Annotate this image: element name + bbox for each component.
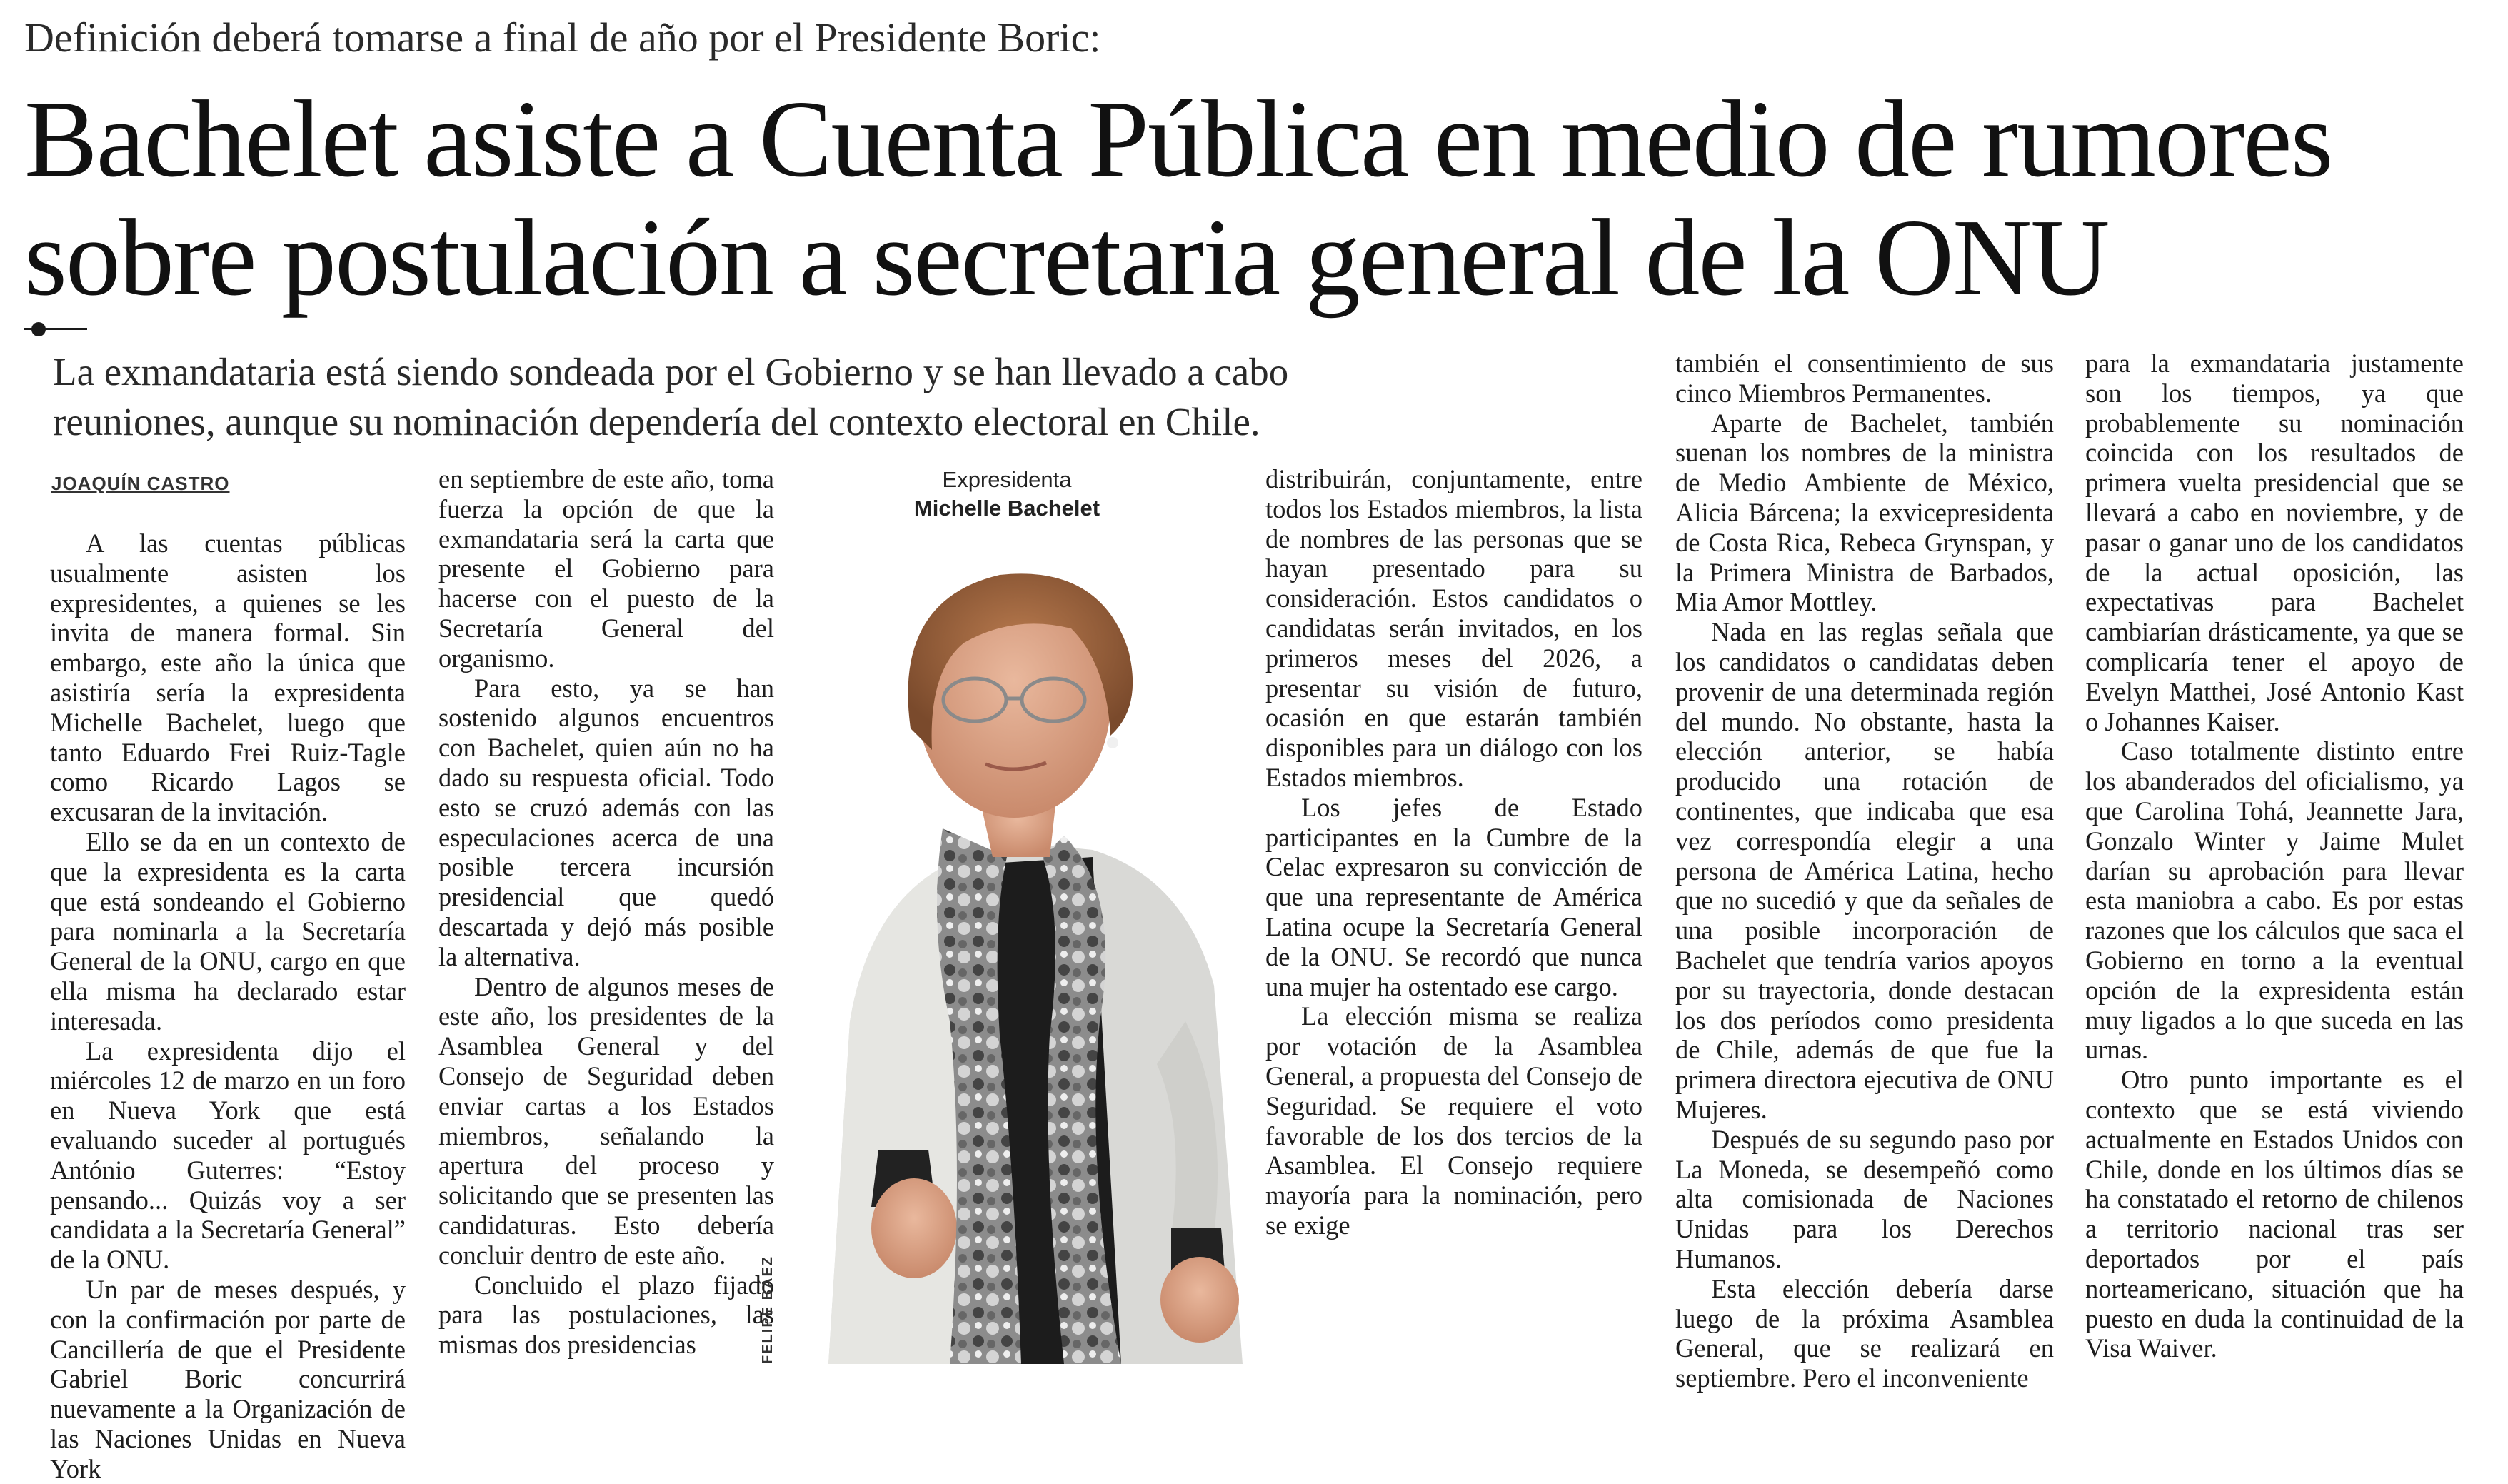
paragraph: en septiembre de este año, toma fuerza la opción de que la exmandataria será la carta que presente el Gobierno para hacerse con el puesto de la Secretaría General del organismo. (438, 464, 774, 673)
paragraph: Otro punto importante es el contexto que se está viviendo actualmente en Estados Unidos con Chile, donde en los últimos días se ha constatado el retorno de chilenos a territorio nacional tras ser deportados por el país norteamericano, situación que ha puesto en duda la continuidad de la Visa Waiver. (2085, 1065, 2464, 1363)
deck-line-1: La exmandataria está siendo sondeada por el Gobierno y se han llevado a cabo (53, 350, 1289, 393)
kicker: Definición deberá tomarse a final de año por el Presidente Boric: (24, 14, 1101, 61)
deck-line-2: reuniones, aunque su nominación dependería del contexto electoral en Chile. (53, 400, 1260, 443)
paragraph: para la exmandataria justamente son los tiempos, ya que probablemente su nominación coincida con los resultados de primera vuelta presidencial que se llevará a cabo en noviembre, y de pasar o ganar uno de los candidatos de la actual oposición, las expectativas para Bachelet cambiarían drásticamente, ya que se complicaría tener el apoyo de Evelyn Matthei, José Antonio Kast o Johannes Kaiser. (2085, 349, 2464, 736)
deck-bullet-icon (24, 327, 87, 331)
photo-caption (864, 466, 1150, 523)
paragraph: A las cuentas públicas usualmente asisten los expresidentes, a quienes se les invita de manera formal. Sin embargo, este año la única que asistiría sería la expresidenta Michelle Bachelet, luego que tanto Eduardo Frei Ruiz-Tagle como Ricardo Lagos se excusaran de la invitación. (50, 528, 406, 827)
caption-name: Michelle Bachelet (913, 496, 1100, 521)
paragraph: Caso totalmente distinto entre los abanderados del oficialismo, ya que Carolina Tohá, Jeannette Jara, Gonzalo Winter y Jaime Mulet darían su aprobación para llevar esta maniobra a cabo. Es por estas razones que los cálculos que saca el Gobierno en torno a la eventual opción de la expresidenta están muy ligados a lo que suceda en las urnas. (2085, 736, 2464, 1065)
paragraph: Ello se da en un contexto de que la expresidenta es la carta que está sondeando el Gobierno para nominarla a la Secretaría General de la ONU, cargo en que ella misma ha declarado estar interesada. (50, 826, 406, 1036)
article-column-2 (438, 464, 774, 1360)
paragraph: Los jefes de Estado participantes en la Cumbre de la Celac expresaron su convicción de que una representante de América Latina ocupe la Secretaría General de la ONU. Se recordó que nunca una mujer ha ostentado ese cargo. (1265, 792, 1642, 1001)
paragraph: Concluido el plazo fijado para las postulaciones, las mismas dos presidencias (438, 1270, 774, 1360)
paragraph: Para esto, ya se han sostenido algunos encuentros con Bachelet, quien aún no ha dado su respuesta oficial. Todo esto se cruzó además con las especulaciones acerca de una posible tercera incursión presidencial que quedó descartada y dejó más posible la alternativa. (438, 673, 774, 971)
paragraph: Después de su segundo paso por La Moneda, se desempeñó como alta comisionada de Naciones Unidas para los Derechos Humanos. (1675, 1124, 2054, 1273)
photo-credit: FELIPE BÁEZ (760, 1255, 776, 1364)
deck (53, 347, 1652, 447)
paragraph: Nada en las reglas señala que los candidatos o candidatas deben provenir de una determinada región del mundo. No obstante, hasta la elección anterior, se había producido una rotación de continentes, que indicaba que esa vez correspondía elegir a una persona de América Latina, hecho que no sucedió y que da señales de una posible incorporación de Bachelet que tendría varios apoyos por su trayectoria, donde destacan los dos períodos como presidenta de Chile, además de que fue la primera directora ejecutiva de ONU Mujeres. (1675, 617, 2054, 1124)
caption-title: Expresidenta (942, 467, 1072, 492)
article-column-4 (1675, 349, 2054, 1393)
paragraph: también el consentimiento de sus cinco Miembros Permanentes. (1675, 349, 2054, 408)
paragraph: Aparte de Bachelet, también suenan los nombres de la ministra de Medio Ambiente de México, Alicia Bárcena; la exvicepresidenta de Costa Rica, Rebeca Grynspan, y la Primera Ministra de Barbados, Mia Amor Mottley. (1675, 408, 2054, 617)
paragraph: La elección misma se realiza por votación de la Asamblea General, a propuesta del Consejo de Seguridad. Se requiere el voto favorable de los dos tercios de la Asamblea. El Consejo requiere mayoría para la nominación, pero se exige (1265, 1001, 1642, 1240)
portrait-photo (786, 521, 1271, 1364)
headline (24, 80, 2495, 317)
paragraph: Dentro de algunos meses de este año, los presidentes de la Asamblea General y del Consejo de Seguridad deben enviar cartas a los Estados miembros, señalando la apertura del proceso y solicitando que se presenten las candidaturas. Esto debería concluir dentro de este año. (438, 971, 774, 1270)
paragraph: Un par de meses después, y con la confirmación por parte de Cancillería de que el Presidente Gabriel Boric concurrirá nuevamente a la Organización de las Naciones Unidas en Nueva York (50, 1274, 406, 1483)
article-column-5 (2085, 349, 2464, 1363)
headline-line-1: Bachelet asiste a Cuenta Pública en medio de rumores (24, 79, 2332, 200)
paragraph: distribuirán, conjuntamente, entre todos los Estados miembros, la lista de nombres de las personas que se hayan presentado para su consideración. Estos candidatos o candidatas serán invitados, en los primeros meses del 2026, a presentar su visión de futuro, ocasión en que estarán también disponibles para un diálogo con los Estados miembros. (1265, 464, 1642, 792)
headline-line-2: sobre postulación a secretaria general de la ONU (24, 197, 2109, 319)
paragraph: La expresidenta dijo el miércoles 12 de marzo en un foro en Nueva York que está evaluando suceder al portugués António Guterres: “Estoy pensando... Quizás voy a ser candidata a la Secretaría General” de la ONU. (50, 1036, 406, 1275)
article-column-1 (50, 528, 406, 1484)
paragraph: Esta elección debería darse luego de la próxima Asamblea General, que se realizará en septiembre. Pero el inconveniente (1675, 1273, 2054, 1393)
article-column-3 (1265, 464, 1642, 1240)
byline: JOAQUÍN CASTRO (51, 473, 230, 494)
